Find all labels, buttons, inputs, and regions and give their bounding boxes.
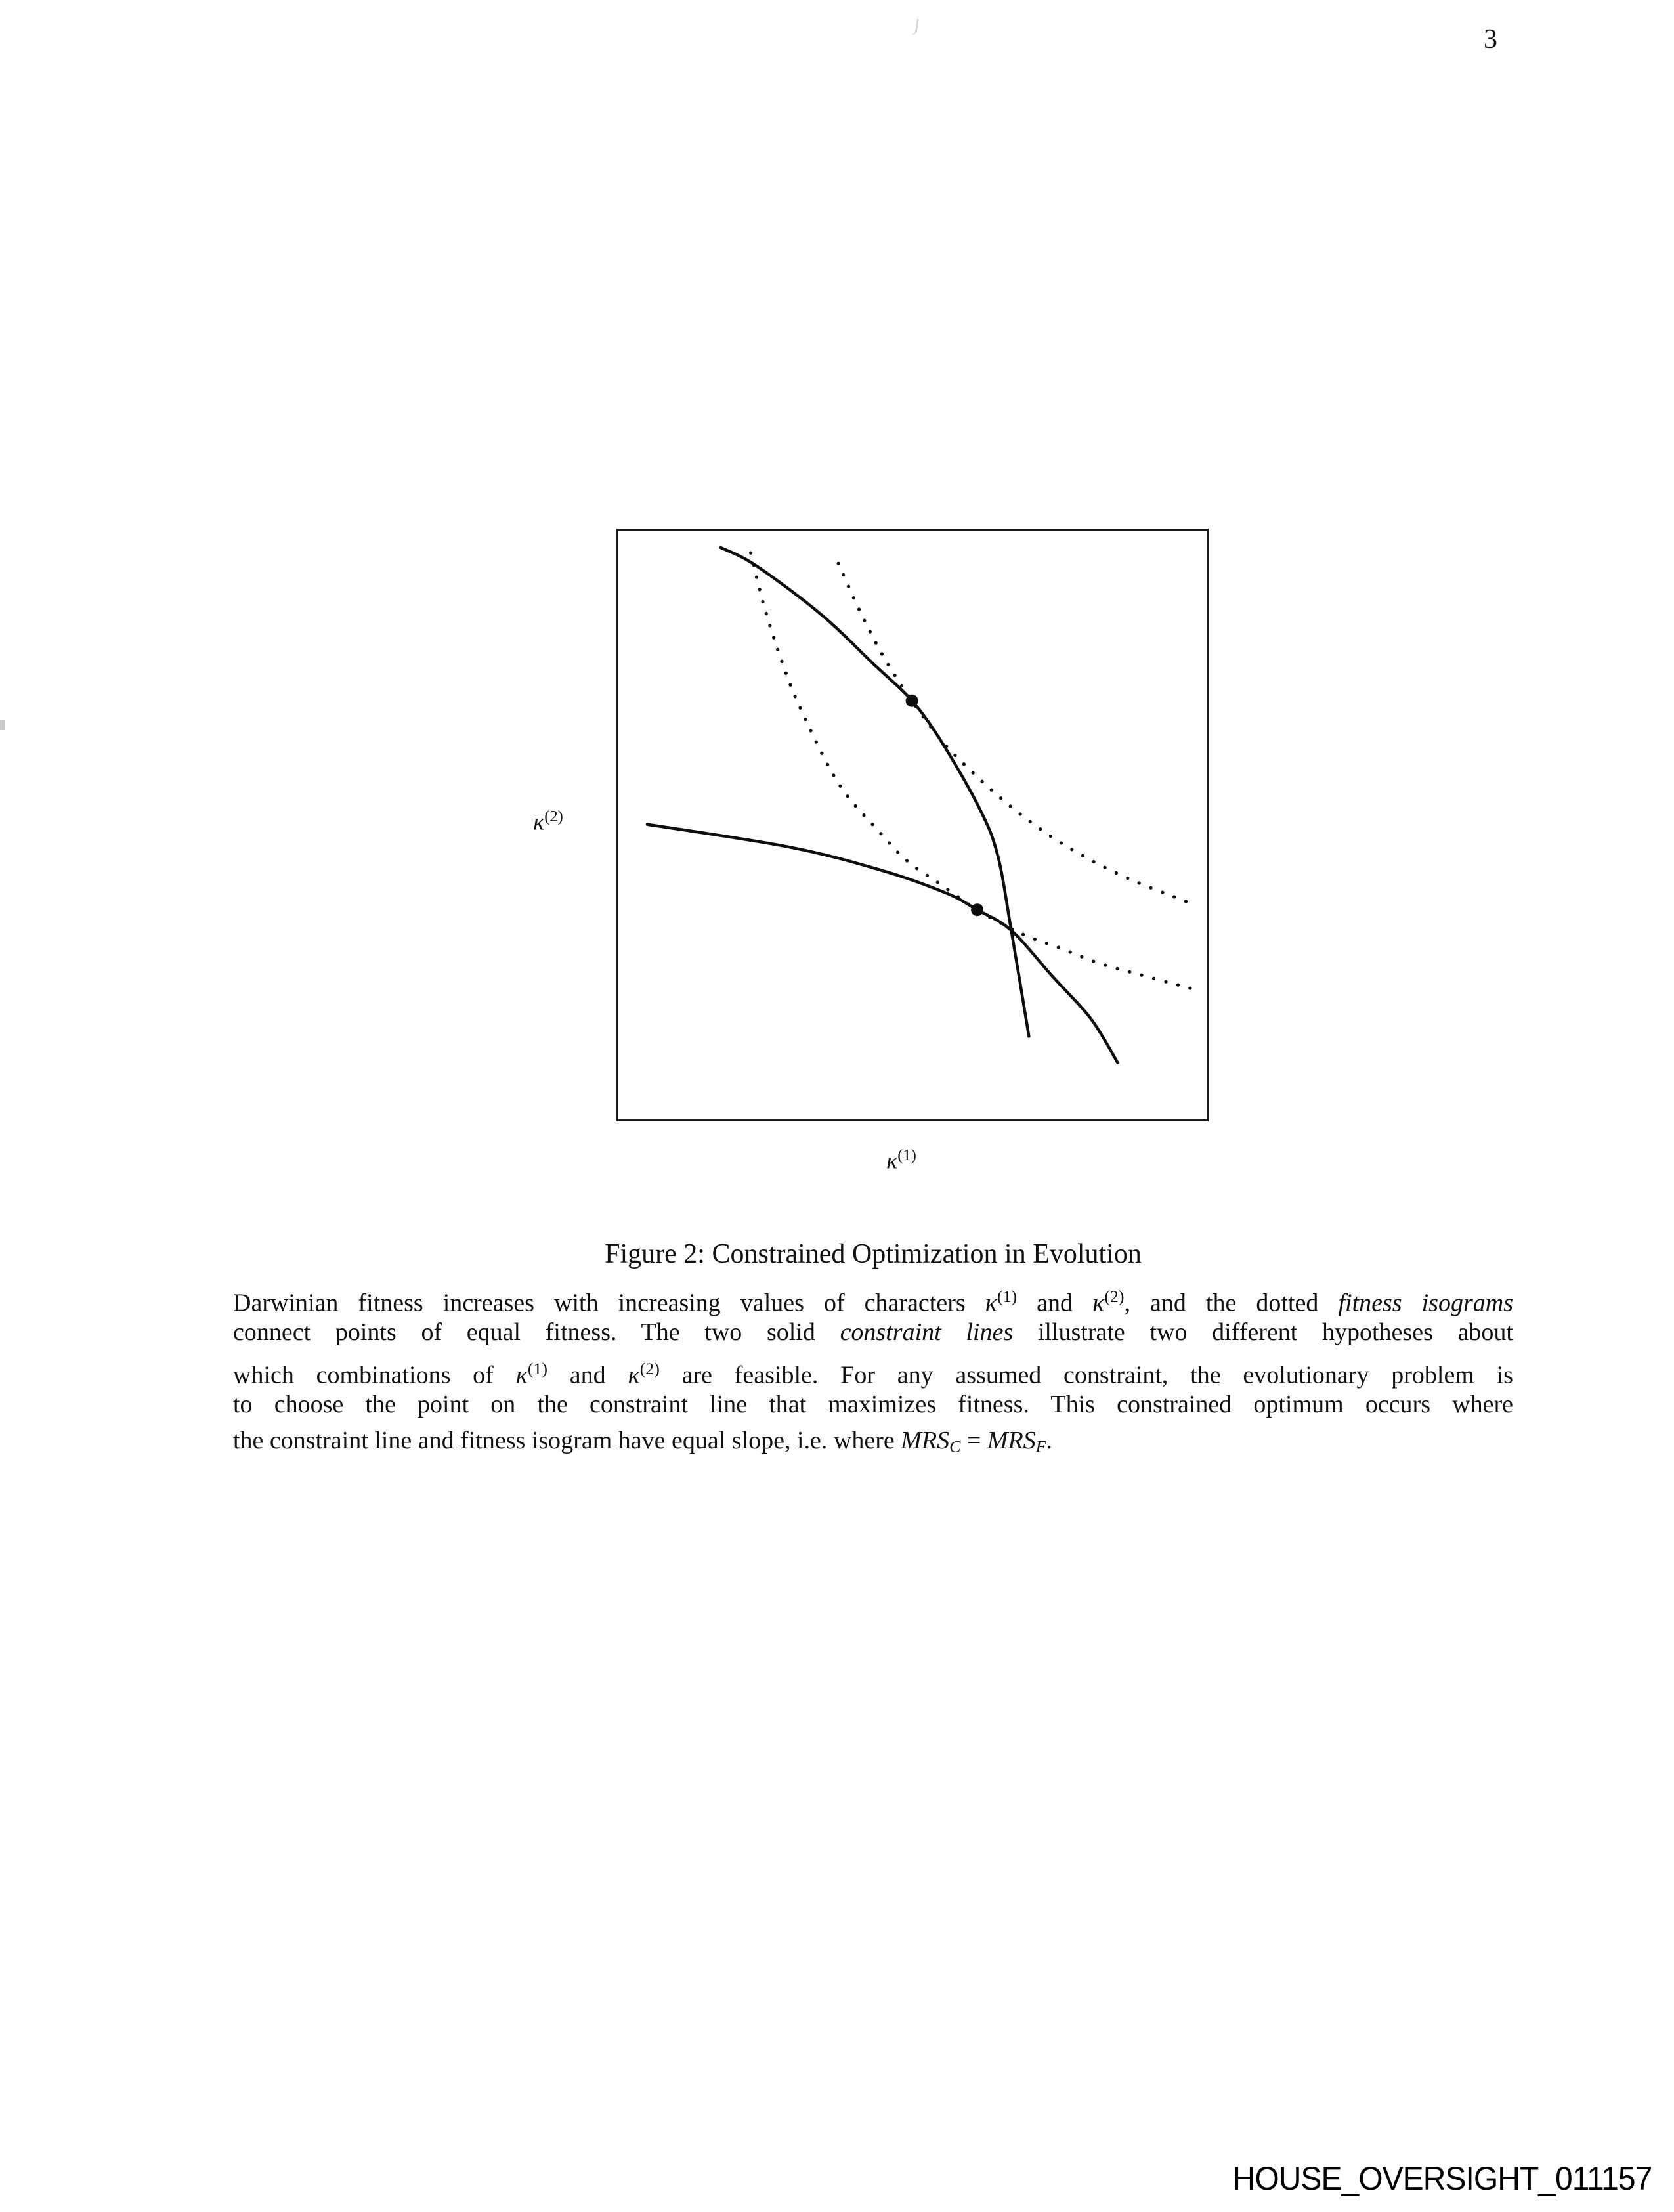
- superscript: (1): [527, 1359, 547, 1378]
- kappa-symbol: κ: [985, 1289, 997, 1317]
- curve-fitness-isogram-upper: [838, 563, 1195, 905]
- figure-plot-frame: [616, 529, 1209, 1121]
- kappa-symbol: κ: [628, 1361, 640, 1389]
- superscript: (1): [997, 1287, 1018, 1306]
- text-run: connect points of equal fitness. The two solid: [233, 1318, 840, 1346]
- figure-plot-canvas: [618, 531, 1207, 1119]
- text-run: are feasible. For any assumed constraint, the evolutionary problem is: [659, 1361, 1513, 1389]
- emphasized-term: fitness isograms: [1338, 1289, 1513, 1317]
- subscript: F: [1035, 1437, 1046, 1456]
- kappa-symbol: κ: [1092, 1289, 1105, 1317]
- x-axis-superscript: (1): [897, 1146, 916, 1164]
- figure-description-line-4: [233, 1387, 1513, 1423]
- curve-constraint-line-steep: [721, 548, 1029, 1037]
- text-run: .: [1046, 1427, 1052, 1454]
- text-run: which combinations of: [233, 1361, 516, 1389]
- optimum-point: [906, 695, 918, 707]
- text-run: Darwinian fitness increases with increasing values of characters: [233, 1289, 985, 1317]
- y-axis-symbol: κ: [533, 808, 545, 835]
- y-axis-label: [533, 808, 563, 836]
- figure-description-line-1: [233, 1278, 1513, 1317]
- mrs-symbol: MRS: [901, 1427, 950, 1454]
- scan-artifact: [0, 720, 5, 730]
- superscript: (2): [1104, 1287, 1125, 1306]
- x-axis-symbol: κ: [886, 1147, 898, 1174]
- superscript: (2): [639, 1359, 660, 1378]
- emphasized-term: constraint lines: [840, 1318, 1014, 1346]
- text-run: to choose the point on the constraint line that maximizes fitness. This constrained optimum occurs where: [233, 1391, 1513, 1418]
- figure-description-line-3: [233, 1351, 1513, 1387]
- text-run: illustrate two different hypotheses about: [1013, 1318, 1513, 1346]
- equals-sign: =: [960, 1427, 987, 1454]
- subscript: C: [949, 1437, 961, 1456]
- text-run: and: [1017, 1289, 1093, 1317]
- optimum-point: [971, 903, 983, 916]
- figure-caption: Figure 2: Constrained Optimization in Evolution: [605, 1239, 1142, 1269]
- scan-artifact: [907, 18, 918, 36]
- curve-fitness-isogram-lower: [751, 553, 1195, 989]
- bates-stamp-watermark: HOUSE_OVERSIGHT_011157: [1232, 2160, 1652, 2197]
- figure-description-line-2: [233, 1314, 1513, 1351]
- figure-description-line-5: [233, 1423, 1513, 1459]
- y-axis-superscript: (2): [544, 808, 563, 825]
- mrs-symbol: MRS: [987, 1427, 1036, 1454]
- text-run: and: [547, 1361, 628, 1389]
- kappa-symbol: κ: [515, 1361, 528, 1389]
- x-axis-label: [886, 1146, 916, 1175]
- text-run: the constraint line and fitness isogram have equal slope, i.e. where: [233, 1427, 901, 1454]
- text-run: , and the dotted: [1124, 1289, 1339, 1317]
- page-number: 3: [1484, 24, 1497, 54]
